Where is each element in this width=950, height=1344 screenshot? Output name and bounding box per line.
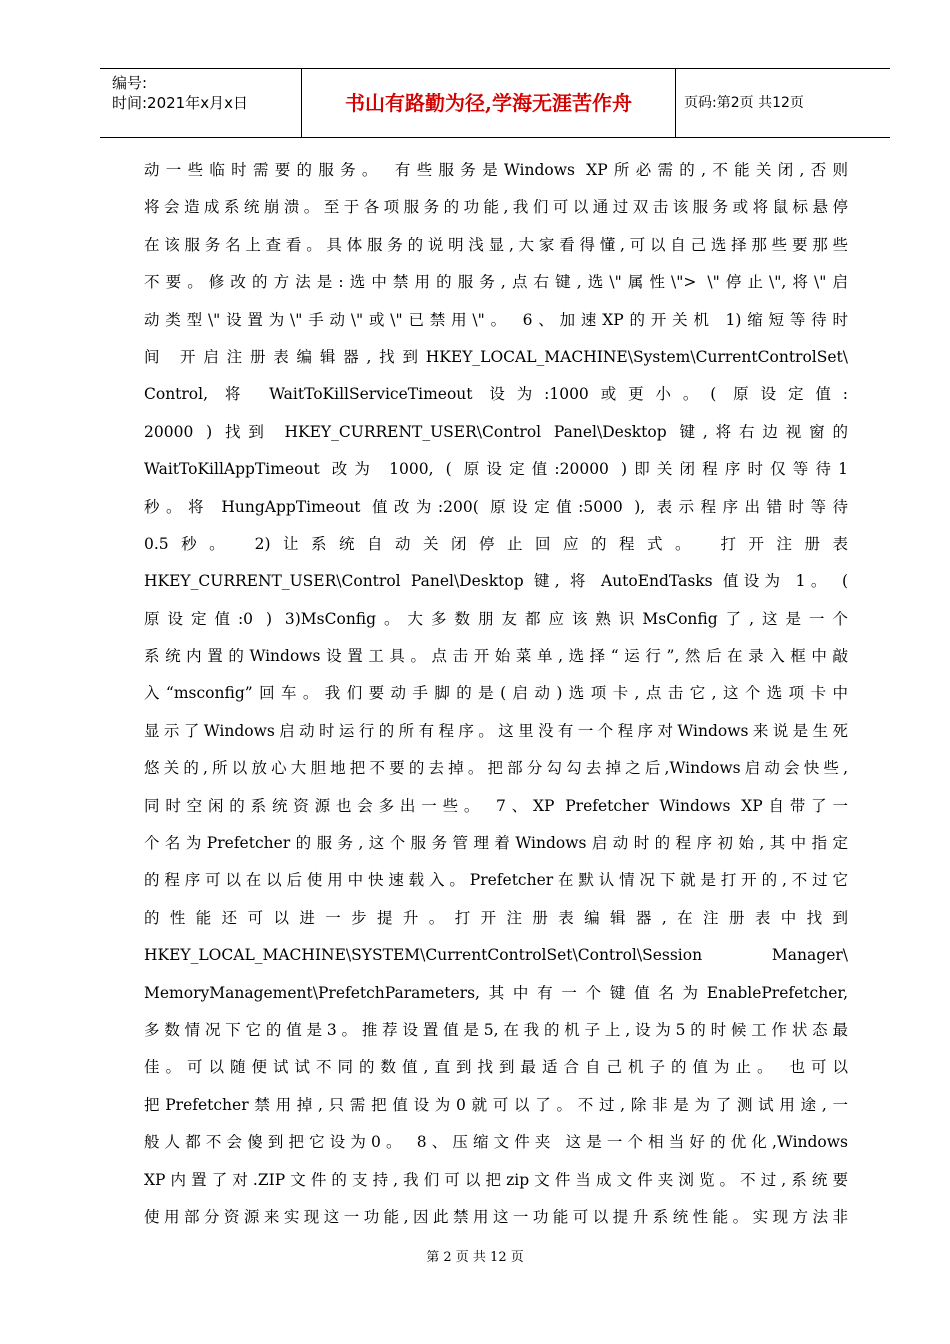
body-line: 的程序可以在以后使用中快速载入。Prefetcher在默认情况下就是打开的,不过它 bbox=[144, 871, 848, 890]
body-line: 入“msconfig”回车。我们要动手脚的是(启动)选项卡,点击它,这个选项卡中 bbox=[144, 684, 848, 703]
header-number-label: 编号: bbox=[112, 74, 148, 92]
body-line: 0.5秒。 2)让系统自动关闭停止回应的程式。 打开注册表 bbox=[144, 534, 848, 553]
body-line: 使用部分资源来实现这一功能,因此禁用这一功能可以提升系统性能。实现方法非 bbox=[144, 1207, 848, 1226]
header-page-label: 页码:第2页 共12页 bbox=[684, 95, 804, 111]
body-line: 悠关的,所以放心大胆地把不要的去掉。把部分勾勾去掉之后,Windows启动会快些, bbox=[144, 759, 848, 778]
header-meta bbox=[100, 69, 302, 137]
body-line: 同时空闲的系统资源也会多出一些。 7、XP Prefetcher Windows XP自带了一 bbox=[144, 796, 848, 815]
document-body bbox=[144, 152, 848, 1236]
body-line: 显示了Windows启动时运行的所有程序。这里没有一个程序对Windows来说是生死 bbox=[144, 721, 848, 740]
body-line: 原设定值:0 ) 3)MsConfig。大多数朋友都应该熟识MsConfig了,这是一个 bbox=[144, 609, 848, 628]
body-line: HKEY_CURRENT_USER\Control Panel\Desktop 键, 将 AutoEndTasks 值设为 1。 ( bbox=[144, 572, 848, 591]
body-line: MemoryManagement\PrefetchParameters,其中有一个键值名为EnablePrefetcher, bbox=[144, 983, 848, 1002]
body-line: 个名为Prefetcher的服务,这个服务管理着Windows启动时的程序初始,其中指定 bbox=[144, 834, 848, 853]
body-line: 将会造成系统崩溃。至于各项服务的功能,我们可以通过双击该服务或将鼠标悬停 bbox=[144, 198, 848, 217]
body-line: XP内置了对.ZIP文件的支持,我们可以把zip文件当成文件夹浏览。不过,系统要 bbox=[144, 1170, 848, 1189]
body-line: 在该服务名上查看。具体服务的说明浅显,大家看得懂,可以自己选择那些要那些 bbox=[144, 235, 848, 254]
body-line: 秒。将 HungAppTimeout 值改为:200( 原设定值:5000 ), 表示程序出错时等待 bbox=[144, 497, 848, 516]
body-line: 般人都不会傻到把它设为0。 8、压缩文件夹 这是一个相当好的优化,Windows bbox=[144, 1133, 848, 1152]
body-line: 间 开启注册表编辑器,找到HKEY_LOCAL_MACHINE\System\CurrentControlSet\ bbox=[144, 347, 848, 366]
body-line: 佳。可以随便试试不同的数值,直到找到最适合自己机子的值为止。 也可以 bbox=[144, 1058, 848, 1077]
body-line: Control, 将 WaitToKillServiceTimeout 设为:1000或更小。( 原设定值: bbox=[144, 385, 848, 404]
body-line: 不要。修改的方法是:选中禁用的服务,点右键,选\"属性\"> \"停止\",将\"启 bbox=[144, 273, 848, 292]
page-header bbox=[100, 68, 890, 138]
body-line: WaitToKillAppTimeout 改为 1000, ( 原设定值:20000 )即关闭程序时仅等待1 bbox=[144, 460, 848, 479]
body-line: 的性能还可以进一步提升。打开注册表编辑器,在注册表中找到 bbox=[144, 908, 848, 927]
header-motto: 书山有路勤为径,学海无涯苦作舟 bbox=[302, 69, 676, 137]
body-line: HKEY_LOCAL_MACHINE\SYSTEM\CurrentControlSet\Control\Session Manager\ bbox=[144, 946, 848, 965]
body-line: 多数情况下它的值是3。推荐设置值是5,在我的机子上,设为5的时候工作状态最 bbox=[144, 1020, 848, 1039]
page-footer: 第 2 页 共 12 页 bbox=[426, 1250, 524, 1265]
header-time-label: 时间:2021年x月x日 bbox=[112, 94, 248, 112]
body-line: 系统内置的Windows设置工具。点击开始菜单,选择“运行”,然后在录入框中敲 bbox=[144, 647, 848, 666]
body-line: 动类型\"设置为\"手动\"或\"已禁用\"。 6、加速XP的开关机 1)缩短等待时 bbox=[144, 310, 848, 329]
body-line: 动一些临时需要的服务。 有些服务是Windows XP所必需的,不能关闭,否则 bbox=[144, 161, 848, 179]
body-line: 20000 ) 找到 HKEY_CURRENT_USER\Control Panel\Desktop 键,将右边视窗的 bbox=[144, 422, 848, 441]
body-line: 把Prefetcher禁用掉,只需把值设为0就可以了。不过,除非是为了测试用途,一 bbox=[144, 1095, 848, 1114]
